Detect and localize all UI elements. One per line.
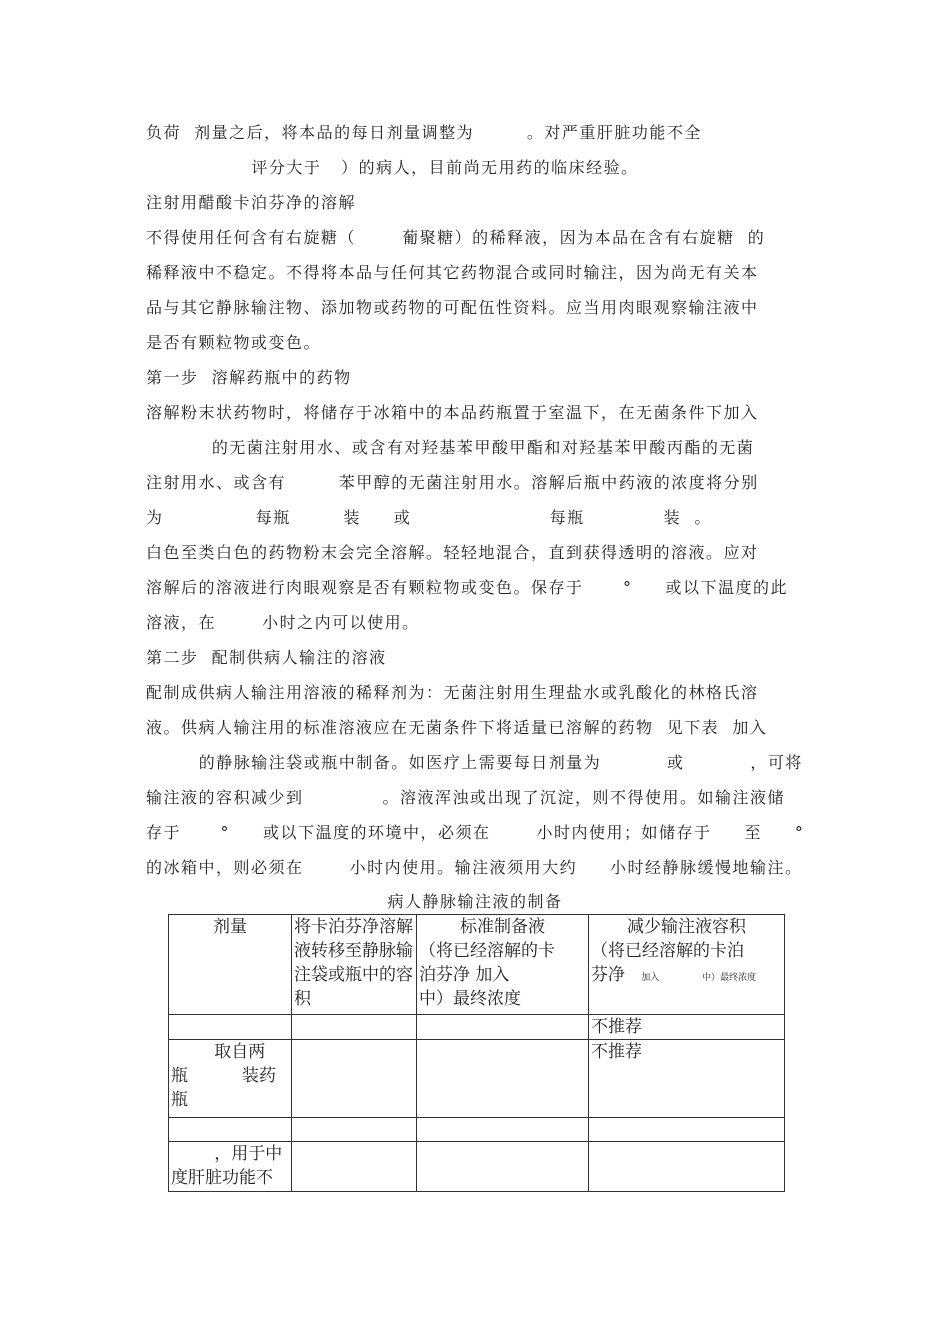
text-line: 输注液的容积减少到 。溶液浑浊或出现了沉淀，则不得使用。如输注液储 xyxy=(146,788,786,807)
text-line: 溶解粉末状药物时，将储存于冰箱中的本品药瓶置于室温下，在无菌条件下加入 xyxy=(146,403,759,422)
cell-standard xyxy=(417,1015,589,1040)
cell-volume xyxy=(292,1118,417,1142)
cell-standard xyxy=(417,1142,589,1192)
text-line: 的冰箱中，则必须在 小时内使用。输注液须用大约 小时经静脉缓慢地输注。 xyxy=(146,858,803,877)
text-line: 存于 ° 或以下温度的环境中，必须在 小时内使用；如储存于 至 ° xyxy=(146,823,805,842)
text-line: 注射用水、或含有 苯甲醇的无菌注射用水。溶解后瓶中药液的浓度将分别 xyxy=(146,473,759,492)
text-line: 的静脉输注袋或瓶中制备。如医疗上需要每日剂量为 或 ，可将 xyxy=(146,753,803,772)
text-line: 品与其它静脉输注物、添加物或药物的可配伍性资料。应当用肉眼观察输注液中 xyxy=(146,298,759,317)
header-reduced-volume xyxy=(589,915,785,1015)
step-heading: 第一步 溶解药瓶中的药物 xyxy=(146,368,352,387)
text-line: 白色至类白色的药物粉末会完全溶解。轻轻地混合，直到获得透明的溶液。应对 xyxy=(146,543,759,562)
cell-dose xyxy=(169,1118,292,1142)
cell-volume xyxy=(292,1040,417,1118)
text-line: 的无菌注射用水、或含有对羟基苯甲酸甲酯和对羟基苯甲酸丙酯的无菌 xyxy=(146,438,755,457)
text-line: 稀释液中不稳定。不得将本品与任何其它药物混合或同时输注，因为尚无有关本 xyxy=(146,263,759,282)
cell-standard xyxy=(417,1118,589,1142)
table-header-row xyxy=(169,915,785,1015)
text-line: 溶解后的溶液进行肉眼观察是否有颗粒物或变色。保存于 ° 或以下温度的此 xyxy=(146,578,788,597)
header-transfer-volume: 将卡泊芬净溶解液转移至静脉输注袋或瓶中的容积 xyxy=(292,915,417,1015)
header-reduced-line xyxy=(591,963,782,990)
header-reduced-line: 减少输注液容积 xyxy=(627,917,746,937)
header-standard-line: （将已经溶解的卡 xyxy=(419,941,555,961)
cell-volume xyxy=(292,1142,417,1192)
text-line: 为 每瓶 装 或 每瓶 装 。 xyxy=(146,508,712,527)
header-standard-line: 标准制备液 xyxy=(460,917,545,937)
cell-reduced xyxy=(589,1142,785,1192)
table-row xyxy=(169,1040,785,1118)
text-line: 液。供病人输注用的标准溶液应在无菌条件下将适量已溶解的药物 见下表 加入 xyxy=(146,718,768,737)
cell-volume xyxy=(292,1015,417,1040)
header-reduced-small: 加入 中）最终浓度 xyxy=(641,973,757,983)
cell-dose: 取自两 瓶 装药 瓶 xyxy=(169,1040,292,1118)
table-row xyxy=(169,1015,785,1040)
header-dose: 剂量 xyxy=(169,915,292,1015)
preparation-table xyxy=(168,914,785,1192)
step-heading: 第二步 配制供病人输注的溶液 xyxy=(146,648,387,667)
header-standard-line: 中）最终浓度 xyxy=(419,989,521,1009)
text-line: 溶液，在 小时之内可以使用。 xyxy=(146,613,420,632)
cell-reduced xyxy=(589,1118,785,1142)
text-line: 负荷 剂量之后，将本品的每日剂量调整为 。对严重肝脏功能不全 xyxy=(146,123,702,142)
header-reduced-tail: 芬净 xyxy=(591,965,625,985)
text-line: 不得使用任何含有右旋糖（ 葡聚糖）的稀释液，因为本品在含有右旋糖 的 xyxy=(146,228,766,247)
header-reduced-line: （将已经溶解的卡泊 xyxy=(591,941,744,961)
cell-standard xyxy=(417,1040,589,1118)
cell-reduced: 不推荐 xyxy=(589,1015,785,1040)
table-caption: 病人静脉输注液的制备 xyxy=(387,892,563,911)
cell-reduced: 不推荐 xyxy=(589,1040,785,1118)
text-line: 配制成供病人输注用溶液的稀释剂为：无菌注射用生理盐水或乳酸化的林格氏溶 xyxy=(146,683,759,702)
section-heading: 注射用醋酸卡泊芬净的溶解 xyxy=(146,193,357,212)
text-line: 评分大于 ）的病人，目前尚无用药的临床经验。 xyxy=(146,158,639,177)
table-row xyxy=(169,1142,785,1192)
cell-dose xyxy=(169,1015,292,1040)
header-standard-line: 泊芬净 加入 xyxy=(419,965,510,985)
cell-dose: ，用于中 度肝脏功能不 xyxy=(169,1142,292,1192)
text-line: 是否有颗粒物或变色。 xyxy=(146,333,322,352)
header-standard-preparation xyxy=(417,915,589,1015)
table-row xyxy=(169,1118,785,1142)
